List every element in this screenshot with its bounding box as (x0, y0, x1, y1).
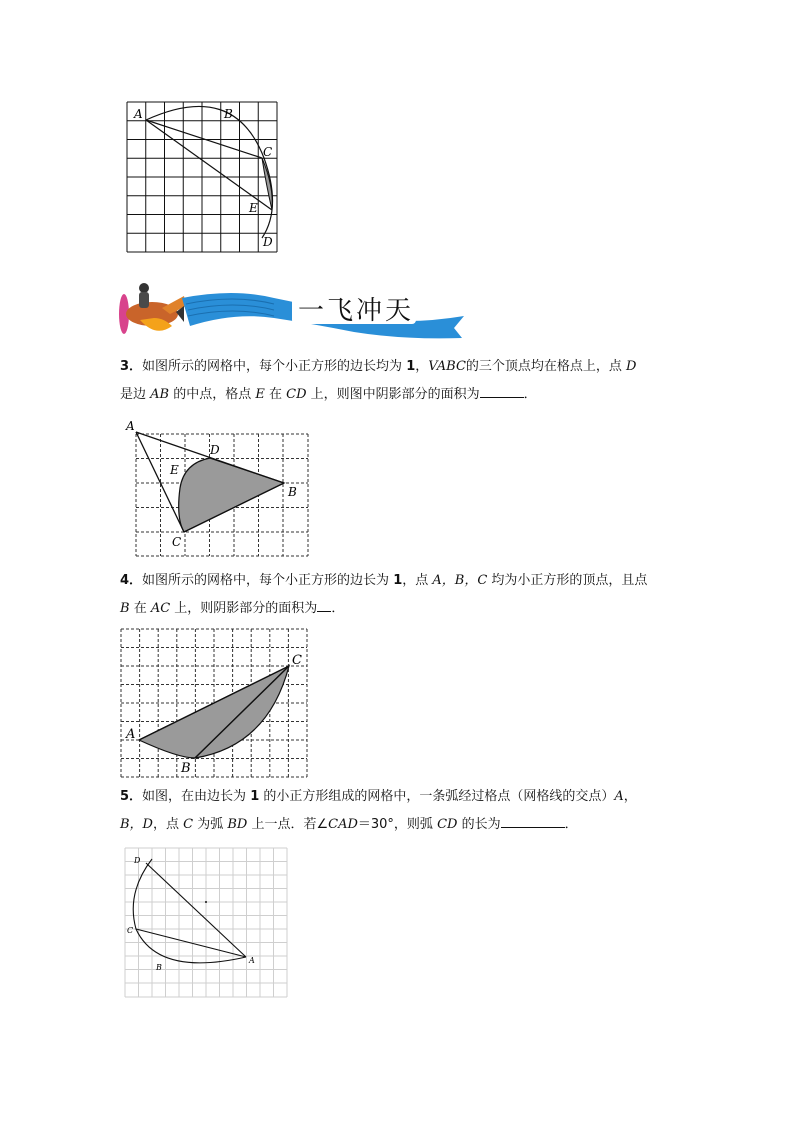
figure-4-grid (118, 626, 310, 780)
label-C: C (172, 535, 182, 549)
label-C: C (292, 653, 302, 668)
label-C: C (127, 926, 134, 935)
label-E: E (170, 463, 179, 477)
arc-CD: CD (286, 387, 307, 402)
arc-AC: AC (150, 601, 171, 616)
figure-1-grid (122, 98, 282, 258)
label-D: D (134, 856, 141, 865)
label-B: B (288, 485, 297, 499)
label-B: B (224, 107, 233, 121)
figure-3-grid (122, 418, 314, 560)
label-B: B (156, 963, 162, 972)
label-D: D (210, 443, 220, 457)
label-C: C (263, 145, 273, 159)
answer-blank-q3[interactable] (480, 383, 524, 398)
figure-5-grid (122, 845, 290, 1001)
label-B: B (181, 761, 191, 776)
label-E: E (249, 201, 258, 215)
label-A: A (126, 419, 135, 433)
label-D: D (263, 235, 273, 249)
label-A: A (134, 107, 143, 121)
answer-blank-q5[interactable] (501, 813, 565, 828)
banner-title: 一飞冲天 (298, 296, 415, 326)
question-4-text: 4．如图所示的网格中，每个小正方形的边长为 1，点 A，B，C 均为小正方形的顶点，且点 B 在 AC 上，则阴影部分的面积为 ． (120, 573, 648, 616)
label-A: A (249, 956, 255, 965)
label-A: A (126, 727, 136, 742)
question-5-text: 5．如图，在由边长为 1 的小正方形组成的网格中，一条弧经过格点（网格线的交点）A， B，D，点 C 为弧 BD 上一点．若∠CAD＝30°，则弧 CD 的长为 ． (120, 789, 637, 832)
question-3-text: 3．如图所示的网格中，每个小正方形的边长均为 1，VABC的三个顶点均在格点上，点 D 是边 AB 的中点，格点 E 在 CD 上，则图中阴影部分的面积为 ． (120, 359, 637, 402)
answer-blank-q4[interactable] (317, 597, 331, 612)
